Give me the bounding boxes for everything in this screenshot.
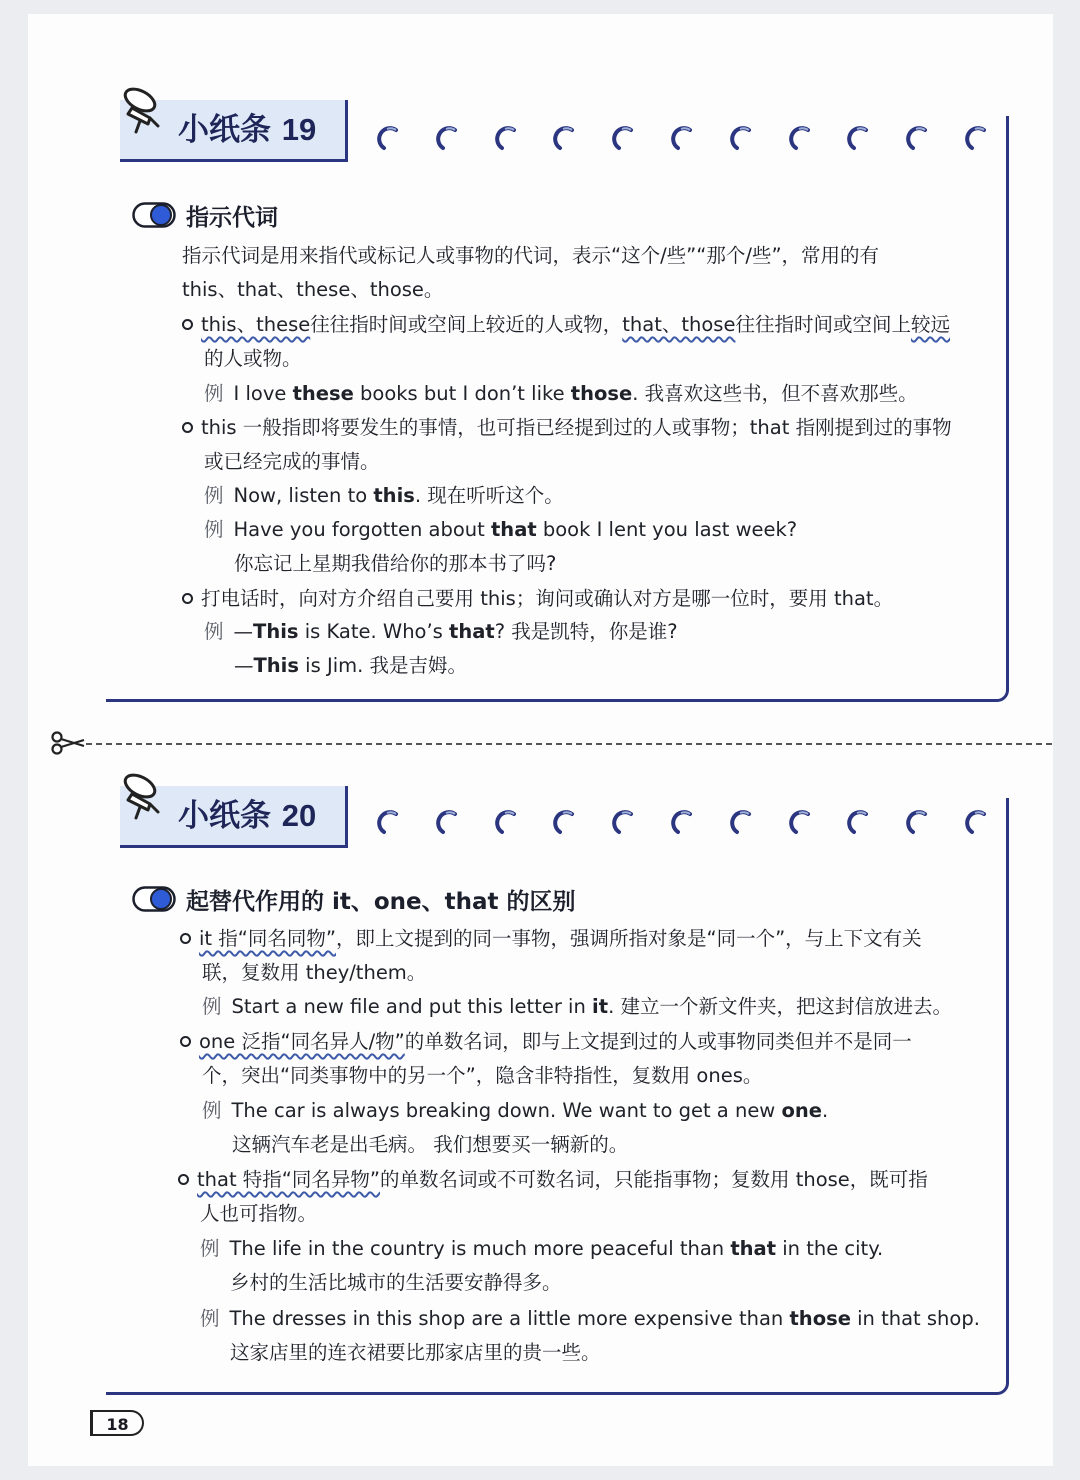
- binder-ring-icon: [666, 806, 698, 838]
- binder-ring-icon: [372, 806, 404, 838]
- binder-ring-icon: [548, 122, 580, 154]
- bullet-item: this 一般指即将要发生的事情，也可指已经提到过的人或事物；that 指刚提到过的事物: [182, 411, 952, 445]
- binder-ring-icon: [901, 122, 933, 154]
- bullet-continuation: 或已经完成的事情。: [204, 450, 380, 473]
- page-number: 18: [90, 1410, 144, 1436]
- tab-number: 20: [281, 798, 317, 833]
- binder-ring-icon: [784, 806, 816, 838]
- bullet-icon: [180, 933, 191, 944]
- pushpin-icon: [118, 770, 174, 826]
- example-line: 例 The car is always breaking down. We want to get a new one.: [202, 1099, 829, 1122]
- section-title: 起替代作用的 it、one、that 的区别: [186, 888, 576, 915]
- binder-ring-icon: [960, 806, 992, 838]
- binder-ring-icon: [842, 122, 874, 154]
- binder-ring-icon: [372, 122, 404, 154]
- example-translation: 这辆汽车老是出毛病。 我们想要买一辆新的。: [232, 1133, 629, 1156]
- example-line: 例 Have you forgotten about that book I lent you last week?: [204, 518, 798, 541]
- intro-line: this、that、these、those。: [182, 278, 444, 301]
- example-translation: 乡村的生活比城市的生活要安静得多。: [230, 1271, 562, 1294]
- example-translation: 这家店里的连衣裙要比那家店里的贵一些。: [230, 1341, 601, 1364]
- example-line: 例 —This is Kate. Who’s that? 我是凯特，你是谁?: [204, 620, 678, 643]
- binder-ring-icon: [431, 122, 463, 154]
- section-heading: [132, 198, 278, 232]
- binder-ring-icon: [548, 806, 580, 838]
- binder-ring-icon: [490, 122, 522, 154]
- binder-ring-icon: [784, 122, 816, 154]
- binder-ring-icon: [431, 806, 463, 838]
- bullet-continuation: 人也可指物。: [200, 1202, 318, 1225]
- bullet-item: that 特指“同名异物”的单数名词或不可数名词，只能指事物；复数用 those，既可指: [178, 1163, 928, 1197]
- scissors-icon: [50, 731, 86, 755]
- bullet-icon: [182, 422, 193, 433]
- tab-title: 小纸条: [178, 798, 271, 834]
- binder-rings: [372, 806, 992, 840]
- bullet-item: this、these往往指时间或空间上较近的人或物，that、those往往指时间或空间上较远: [182, 308, 950, 342]
- intro-line: 指示代词是用来指代或标记人或事物的代词，表示“这个/些”“那个/些”，常用的有: [182, 244, 880, 267]
- bullet-continuation: 个，突出“同类事物中的另一个”，隐含非特指性，复数用 ones。: [202, 1064, 763, 1087]
- binder-ring-icon: [960, 122, 992, 154]
- tab-number: 19: [281, 112, 317, 147]
- bullet-item: it 指“同名同物”，即上文提到的同一事物，强调所指对象是“同一个”，与上下文有关: [180, 922, 922, 956]
- section-heading: [132, 882, 576, 916]
- binder-rings: [372, 122, 992, 156]
- binder-ring-icon: [725, 122, 757, 154]
- bullet-continuation: 的人或物。: [204, 347, 302, 370]
- example-translation: 你忘记上星期我借给你的那本书了吗?: [234, 552, 557, 575]
- example-line: 例 The life in the country is much more peaceful than that in the city.: [200, 1237, 884, 1260]
- bullet-icon: [182, 593, 193, 604]
- example-line: 例 Start a new file and put this letter in it. 建立一个新文件夹，把这封信放进去。: [202, 995, 952, 1018]
- tab-title: 小纸条: [178, 112, 271, 148]
- toggle-icon: [132, 202, 176, 228]
- bullet-icon: [178, 1174, 189, 1185]
- binder-ring-icon: [901, 806, 933, 838]
- toggle-icon: [132, 886, 176, 912]
- example-line: —This is Jim. 我是吉姆。: [234, 654, 468, 677]
- bullet-icon: [182, 319, 193, 330]
- binder-ring-icon: [666, 122, 698, 154]
- example-line: 例 I love these books but I don’t like those. 我喜欢这些书，但不喜欢那些。: [204, 382, 918, 405]
- cut-line: [86, 743, 1052, 745]
- pushpin-icon: [118, 84, 174, 140]
- example-line: 例 Now, listen to this. 现在听听这个。: [204, 484, 564, 507]
- bullet-item: one 泛指“同名异人/物”的单数名词，即与上文提到过的人或事物同类但并不是同一: [180, 1025, 912, 1059]
- section-title: 指示代词: [186, 204, 278, 231]
- bullet-continuation: 联，复数用 they/them。: [202, 961, 427, 984]
- bullet-icon: [180, 1036, 191, 1047]
- binder-ring-icon: [607, 122, 639, 154]
- binder-ring-icon: [842, 806, 874, 838]
- binder-ring-icon: [490, 806, 522, 838]
- bullet-item: 打电话时，向对方介绍自己要用 this；询问或确认对方是哪一位时，要用 that。: [182, 582, 893, 616]
- binder-ring-icon: [607, 806, 639, 838]
- binder-ring-icon: [725, 806, 757, 838]
- example-line: 例 The dresses in this shop are a little more expensive than those in that shop.: [200, 1307, 980, 1330]
